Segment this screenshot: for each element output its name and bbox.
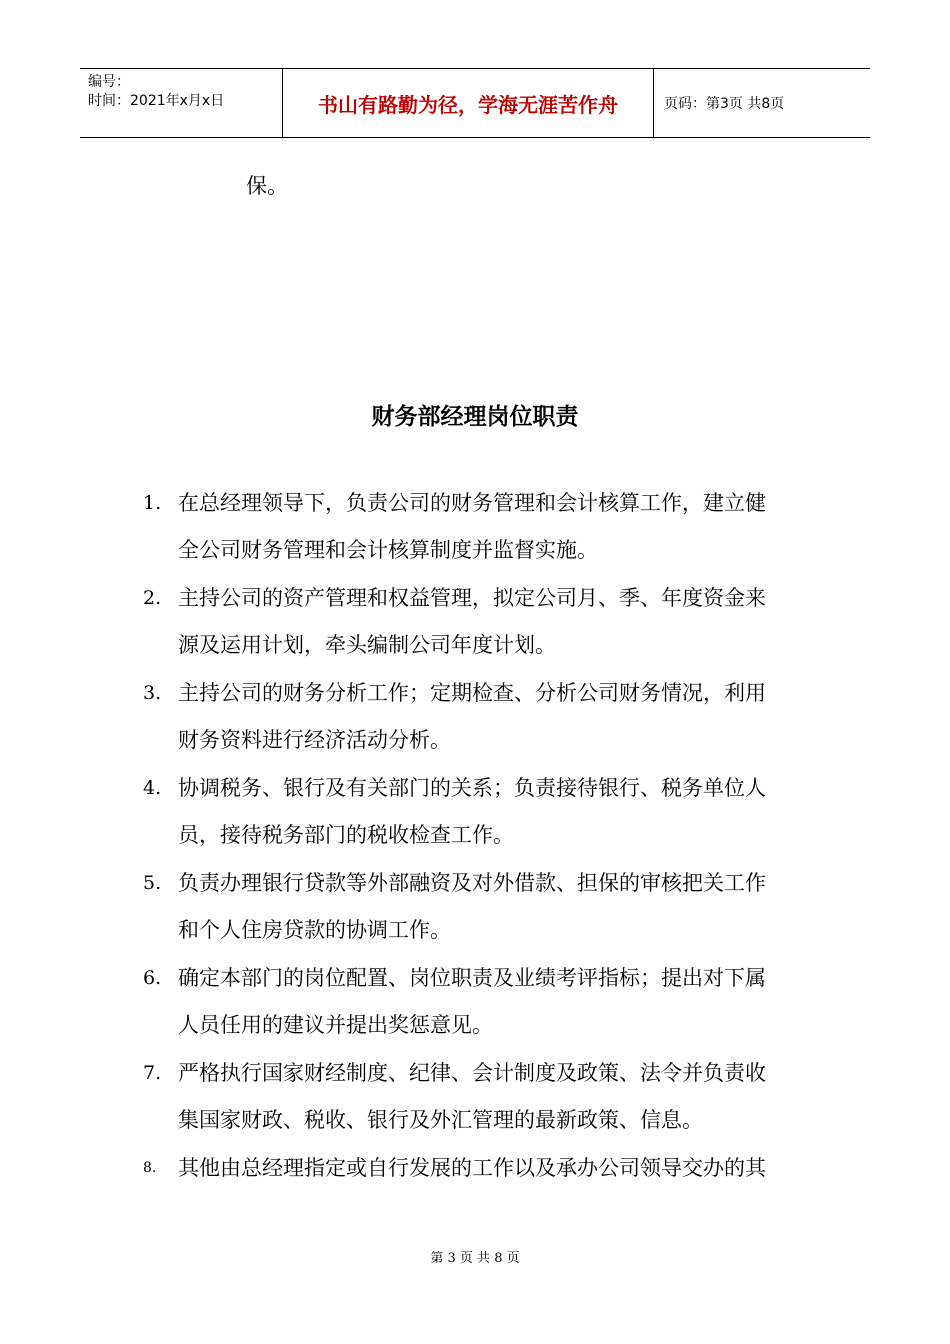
list-item-text: 集国家财政、税收、银行及外汇管理的最新政策、信息。 — [178, 1108, 703, 1132]
list-item — [140, 575, 820, 669]
list-item — [140, 955, 820, 1049]
list-item-text: 主持公司的财务分析工作；定期检查、分析公司财务情况，利用 — [178, 681, 766, 705]
list-item-text: 负责办理银行贷款等外部融资及对外借款、担保的审核把关工作 — [178, 871, 766, 895]
list-item-number: 2. — [143, 587, 162, 609]
list-item-number: 1. — [143, 492, 162, 514]
list-item-number: 7. — [143, 1062, 162, 1084]
list-item-text: 协调税务、银行及有关部门的关系；负责接待银行、税务单位人 — [178, 776, 766, 800]
list-item — [140, 765, 820, 859]
list-item-text: 员，接待税务部门的税收检查工作。 — [178, 823, 514, 847]
header-page-label: 页码：第3页 共8页 — [664, 96, 785, 112]
duties-list — [140, 480, 820, 1193]
page-header — [80, 68, 870, 138]
list-item-number: 3. — [143, 682, 162, 704]
continuation-text: 保。 — [246, 174, 288, 198]
header-meta — [80, 69, 282, 137]
page-footer: 第 3 页 共 8 页 — [430, 1251, 520, 1266]
list-item-text: 在总经理领导下，负责公司的财务管理和会计核算工作，建立健 — [178, 491, 766, 515]
list-item-text: 主持公司的资产管理和权益管理，拟定公司月、季、年度资金来 — [178, 586, 766, 610]
document-number-label: 编号： — [88, 74, 130, 90]
header-motto: 书山有路勤为径，学海无涯苦作舟 — [282, 69, 654, 137]
list-item-text: 财务资料进行经济活动分析。 — [178, 728, 451, 752]
list-item — [140, 1145, 820, 1192]
list-item-text: 人员任用的建议并提出奖惩意见。 — [178, 1013, 493, 1037]
list-item — [140, 860, 820, 954]
list-item — [140, 670, 820, 764]
list-item — [140, 1050, 820, 1144]
document-title: 财务部经理岗位职责 — [371, 404, 579, 430]
list-item-number: 5. — [143, 872, 162, 894]
list-item-text: 源及运用计划，牵头编制公司年度计划。 — [178, 633, 556, 657]
list-item-number: 6. — [143, 967, 162, 989]
list-item — [140, 480, 820, 574]
list-item-text: 确定本部门的岗位配置、岗位职责及业绩考评指标；提出对下属 — [178, 966, 766, 990]
list-item-number: 8. — [143, 1160, 157, 1176]
list-item-text: 和个人住房贷款的协调工作。 — [178, 918, 451, 942]
document-time-label: 时间：2021年x月x日 — [88, 93, 225, 109]
list-item-text: 其他由总经理指定或自行发展的工作以及承办公司领导交办的其 — [178, 1156, 766, 1180]
list-item-number: 4. — [143, 777, 162, 799]
list-item-text: 全公司财务管理和会计核算制度并监督实施。 — [178, 538, 598, 562]
list-item-text: 严格执行国家财经制度、纪律、会计制度及政策、法令并负责收 — [178, 1061, 766, 1085]
